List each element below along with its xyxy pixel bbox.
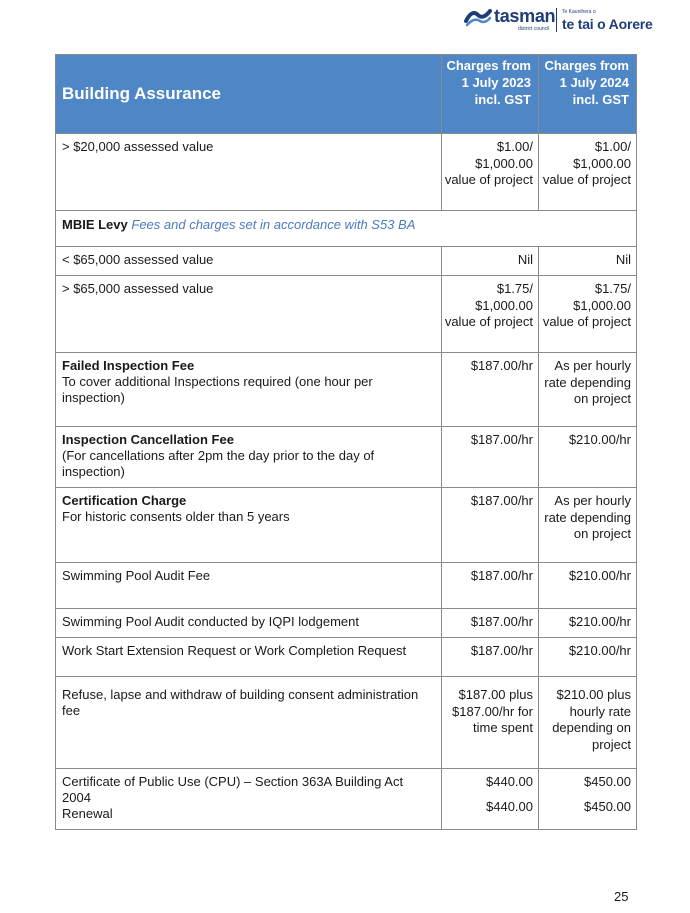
table-row <box>56 353 637 427</box>
table-row <box>56 247 637 276</box>
row-description <box>56 353 442 427</box>
table-row <box>56 563 637 609</box>
table-row <box>56 488 637 563</box>
charge-2023: $187.00/hr <box>442 638 539 677</box>
charge-2023: $1.75/ $1,000.00 value of project <box>442 276 539 353</box>
logo-divider <box>556 8 557 32</box>
mbie-levy-note: Fees and charges set in accordance with S53 BA <box>131 217 416 232</box>
logo-name: tasman <box>494 6 556 26</box>
row-description: Swimming Pool Audit Fee <box>56 563 442 609</box>
charge-2024: $210.00/hr <box>539 638 637 677</box>
charge-2024: As per hourly rate depending on project <box>539 353 637 427</box>
row-description: Swimming Pool Audit conducted by IQPI lodgement <box>56 609 442 638</box>
charge-2023-cpu: $440.00 <box>486 774 533 789</box>
table-row <box>56 134 637 211</box>
charge-2023: $187.00/hr <box>442 488 539 563</box>
row-description: < $65,000 assessed value <box>56 247 442 276</box>
charge-2024: $1.75/ $1,000.00 value of project <box>539 276 637 353</box>
logo-maori-name: te tai o Aorere <box>562 16 653 32</box>
row-description: > $65,000 assessed value <box>56 276 442 353</box>
charge-2024: $210.00/hr <box>539 563 637 609</box>
page-number: 25 <box>614 889 629 904</box>
table-row <box>56 427 637 488</box>
charge-2024: $1.00/ $1,000.00 value of project <box>539 134 637 211</box>
row-detail: To cover additional Inspections required (one hour per inspection) <box>62 374 373 405</box>
table-row <box>56 677 637 769</box>
row-detail: For historic consents older than 5 years <box>62 509 290 524</box>
row-detail: (For cancellations after 2pm the day prior to the day of inspection) <box>62 448 375 479</box>
row-description <box>56 769 442 830</box>
row-renewal: Renewal <box>62 806 113 821</box>
row-description <box>56 488 442 563</box>
row-description: Work Start Extension Request or Work Completion Request <box>56 638 442 677</box>
logo-subtitle: district council <box>518 26 550 32</box>
fees-table <box>55 54 637 830</box>
table-row <box>56 769 637 830</box>
column-header-2024: Charges from 1 July 2024 incl. GST <box>539 55 637 134</box>
table-row <box>56 609 637 638</box>
logo-maori-small: Te Kaunihera o <box>562 9 596 15</box>
charge-2024: As per hourly rate depending on project <box>539 488 637 563</box>
council-logo <box>464 4 664 36</box>
charge-2024: $210.00/hr <box>539 427 637 488</box>
row-description: Refuse, lapse and withdraw of building consent administration fee <box>56 677 442 769</box>
row-description: > $20,000 assessed value <box>56 134 442 211</box>
charge-2024: $210.00 plus hourly rate depending on project <box>539 677 637 769</box>
row-title: Certification Charge <box>62 493 187 508</box>
charge-2024-cpu: $450.00 <box>584 774 631 789</box>
mbie-levy-cell <box>56 211 637 247</box>
charge-2024: Nil <box>539 247 637 276</box>
table-title: Building Assurance <box>56 55 442 134</box>
charge-2024-renewal: $450.00 <box>584 798 631 814</box>
charge-2023: $187.00/hr <box>442 563 539 609</box>
row-title: Failed Inspection Fee <box>62 358 195 373</box>
charge-2023: $1.00/ $1,000.00 value of project <box>442 134 539 211</box>
charge-2023: Nil <box>442 247 539 276</box>
charge-2023: $187.00 plus $187.00/hr for time spent <box>442 677 539 769</box>
table-header-row <box>56 55 637 134</box>
charge-2023-renewal: $440.00 <box>486 798 533 814</box>
table-row <box>56 638 637 677</box>
charge-2024 <box>539 769 637 830</box>
row-title: Inspection Cancellation Fee <box>62 432 234 447</box>
charge-2023: $187.00/hr <box>442 353 539 427</box>
table-row <box>56 276 637 353</box>
charge-2023 <box>442 769 539 830</box>
mbie-levy-row <box>56 211 637 247</box>
mbie-levy-title: MBIE Levy <box>62 217 128 232</box>
row-detail: Certificate of Public Use (CPU) – Section 363A Building Act 2004 <box>62 774 404 805</box>
column-header-2023: Charges from 1 July 2023 incl. GST <box>442 55 539 134</box>
charge-2023: $187.00/hr <box>442 427 539 488</box>
wave-logo-icon <box>464 5 492 27</box>
charge-2023: $187.00/hr <box>442 609 539 638</box>
charge-2024: $210.00/hr <box>539 609 637 638</box>
row-description <box>56 427 442 488</box>
